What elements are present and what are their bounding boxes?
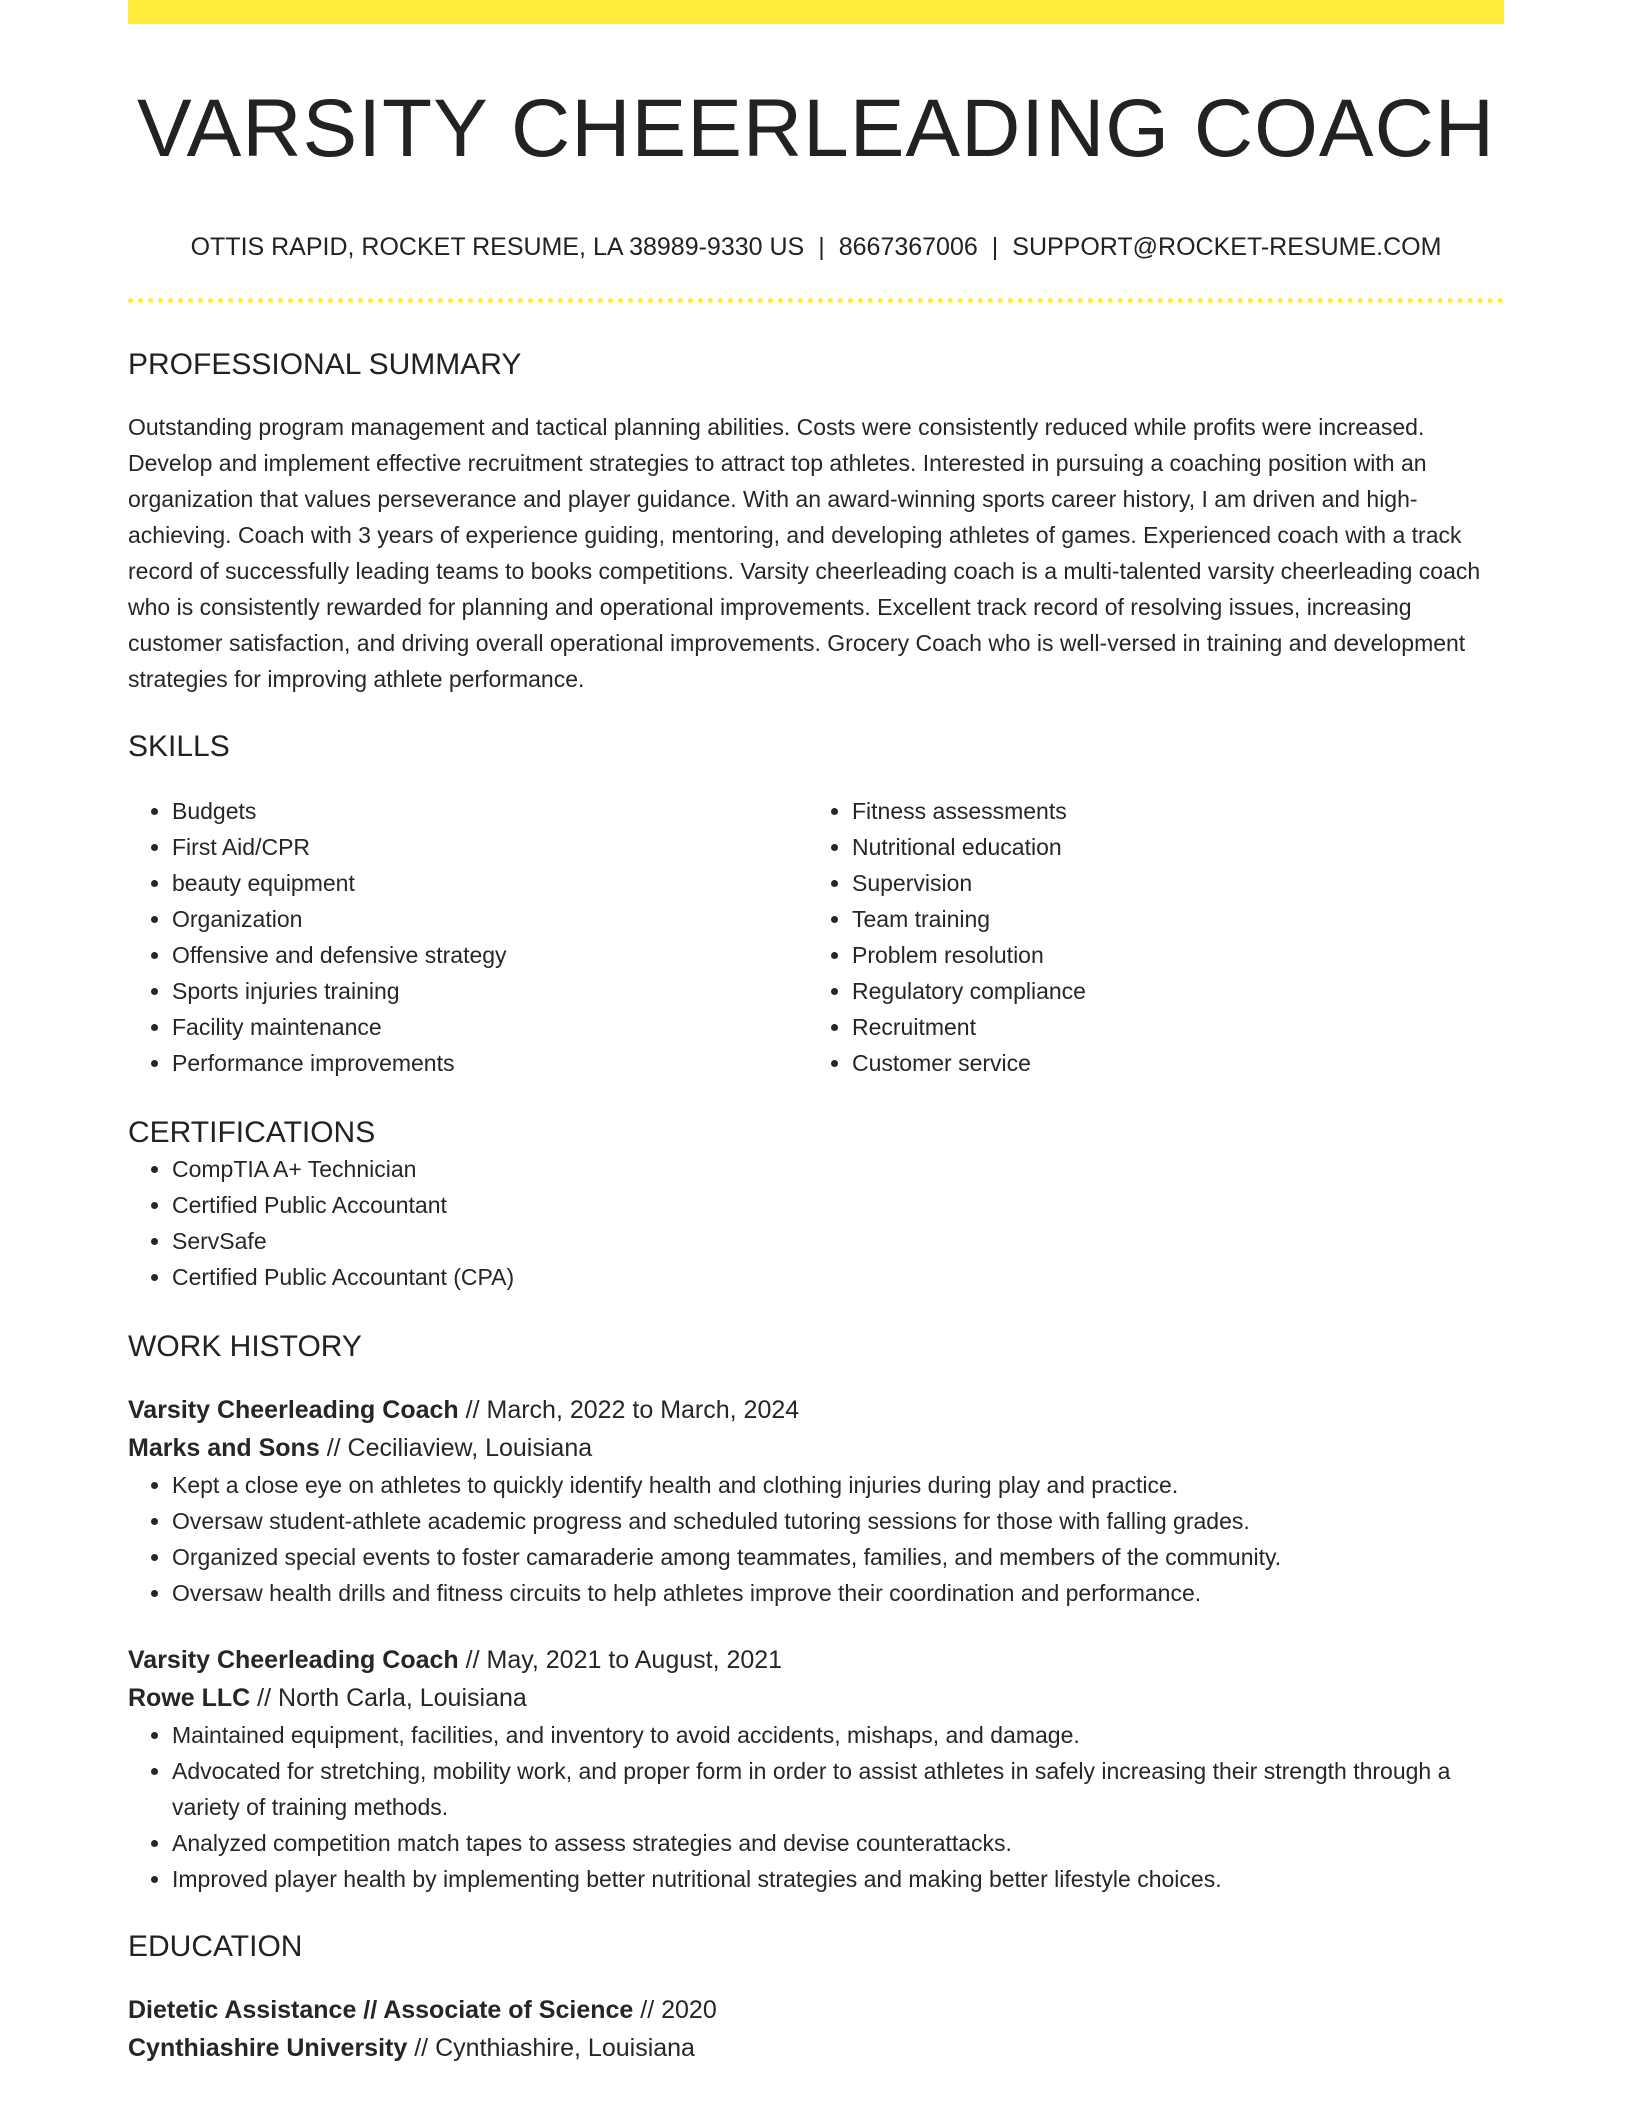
job-title: Varsity Cheerleading Coach — [128, 1646, 459, 1675]
job-duty: • Oversaw health drills and fitness circuits to help athletes improve their coordination and performance. — [172, 1575, 1504, 1611]
certifications-heading: CERTIFICATIONS — [128, 1116, 376, 1150]
skill-item: • Regulatory compliance — [852, 973, 1486, 1009]
education-school: Cynthiashire University — [128, 2034, 408, 2063]
job-duties — [128, 1467, 1504, 1611]
skill-item: • Nutritional education — [852, 829, 1486, 865]
job-location: Ceciliaview, Louisiana — [347, 1434, 593, 1463]
skill-item: • Customer service — [852, 1045, 1486, 1081]
skill-item: • Sports injuries training — [172, 973, 806, 1009]
job-company-line — [128, 1679, 1504, 1717]
skill-item: • Budgets — [172, 793, 806, 829]
job-divider: // — [465, 1396, 480, 1425]
education-entry — [128, 1991, 1504, 2067]
education-school-line — [128, 2029, 1504, 2067]
contact-email: SUPPORT@ROCKET-RESUME.COM — [1012, 233, 1442, 262]
education-divider: // — [640, 1996, 655, 2025]
skill-item: • Supervision — [852, 865, 1486, 901]
resume-page — [128, 0, 1504, 2067]
job-duty: • Organized special events to foster camaraderie among teammates, families, and members of the community. — [172, 1539, 1504, 1575]
education-degree-line — [128, 1991, 1504, 2029]
contact-line — [128, 232, 1504, 262]
skills-list — [128, 793, 1504, 1081]
skill-item: • beauty equipment — [172, 865, 806, 901]
job-dates: May, 2021 to August, 2021 — [486, 1646, 783, 1675]
job-duty: • Analyzed competition match tapes to assess strategies and devise counterattacks. — [172, 1825, 1504, 1861]
job-title-line — [128, 1641, 1504, 1679]
job-entry — [128, 1641, 1504, 1897]
education-divider: // — [414, 2034, 429, 2063]
job-duty: • Maintained equipment, facilities, and inventory to avoid accidents, mishaps, and damage. — [172, 1717, 1504, 1753]
certification-item: • CompTIA A+ Technician — [172, 1151, 1504, 1187]
education-year: 2020 — [661, 1996, 717, 2025]
job-divider: // — [257, 1684, 272, 1713]
job-duty: • Oversaw student-athlete academic progress and scheduled tutoring sessions for those with falling grades. — [172, 1503, 1504, 1539]
skills-column-1 — [128, 793, 806, 1081]
skill-item: • Performance improvements — [172, 1045, 806, 1081]
summary-text: Outstanding program management and tactical planning abilities. Costs were consistently reduced while profits were increased. Develop and implement effective recruitment strategies to attract top athletes. Interested in pursuing a coaching position with an organization that values perseverance and player guidance. With an award-winning sports career history, I am driven and high-achieving. Coach with 3 years of experience guiding, mentoring, and developing athletes of games. Experienced coach with a track record of successfully leading teams to books competitions. Varsity cheerleading coach is a multi-talented varsity cheerleading coach who is consistently rewarded for planning and operational improvements. Excellent track record of resolving issues, increasing customer satisfaction, and driving overall operational improvements. Grocery Coach who is well-versed in training and development strategies for improving athlete performance. — [128, 414, 1481, 693]
skill-item: • Recruitment — [852, 1009, 1486, 1045]
accent-top-bar — [128, 0, 1504, 24]
work-history-heading: WORK HISTORY — [128, 1330, 362, 1364]
skills-heading: SKILLS — [128, 730, 230, 764]
skill-item: • Problem resolution — [852, 937, 1486, 973]
job-duties — [128, 1717, 1504, 1897]
skill-item: • Fitness assessments — [852, 793, 1486, 829]
certification-item: • Certified Public Accountant — [172, 1187, 1504, 1223]
job-divider: // — [326, 1434, 341, 1463]
job-title-line — [128, 1391, 1504, 1429]
contact-separator: | — [818, 233, 825, 262]
education-heading: EDUCATION — [128, 1930, 303, 1964]
dotted-divider — [128, 298, 1504, 303]
resume-title: VARSITY CHEERLEADING COACH — [136, 83, 1496, 174]
contact-phone: 8667367006 — [838, 233, 978, 262]
certification-item: • Certified Public Accountant (CPA) — [172, 1259, 1504, 1295]
skill-item: • Facility maintenance — [172, 1009, 806, 1045]
job-duty: • Advocated for stretching, mobility work, and proper form in order to assist athletes in safely increasing their strength through a variety of training methods. — [172, 1753, 1504, 1825]
job-duty: • Improved player health by implementing better nutritional strategies and making better lifestyle choices. — [172, 1861, 1504, 1897]
job-company: Rowe LLC — [128, 1684, 251, 1713]
education-degree: Dietetic Assistance // Associate of Science — [128, 1996, 634, 2025]
skill-item: • Offensive and defensive strategy — [172, 937, 806, 973]
skills-column-2 — [806, 793, 1486, 1081]
skill-item: • Organization — [172, 901, 806, 937]
job-duty: • Kept a close eye on athletes to quickly identify health and clothing injuries during play and practice. — [172, 1467, 1504, 1503]
job-title: Varsity Cheerleading Coach — [128, 1396, 459, 1425]
job-entry — [128, 1391, 1504, 1611]
summary-heading: PROFESSIONAL SUMMARY — [128, 348, 522, 382]
certification-item: • ServSafe — [172, 1223, 1504, 1259]
job-location: North Carla, Louisiana — [278, 1684, 527, 1713]
job-company-line — [128, 1429, 1504, 1467]
job-dates: March, 2022 to March, 2024 — [486, 1396, 800, 1425]
education-location: Cynthiashire, Louisiana — [435, 2034, 695, 2063]
contact-separator: | — [991, 233, 999, 262]
certifications-list — [128, 1151, 1504, 1295]
skill-item: • Team training — [852, 901, 1486, 937]
skill-item: • First Aid/CPR — [172, 829, 806, 865]
contact-address: OTTIS RAPID, ROCKET RESUME, LA 38989-9330 US — [190, 233, 805, 262]
job-company: Marks and Sons — [128, 1434, 320, 1463]
job-divider: // — [465, 1646, 480, 1675]
